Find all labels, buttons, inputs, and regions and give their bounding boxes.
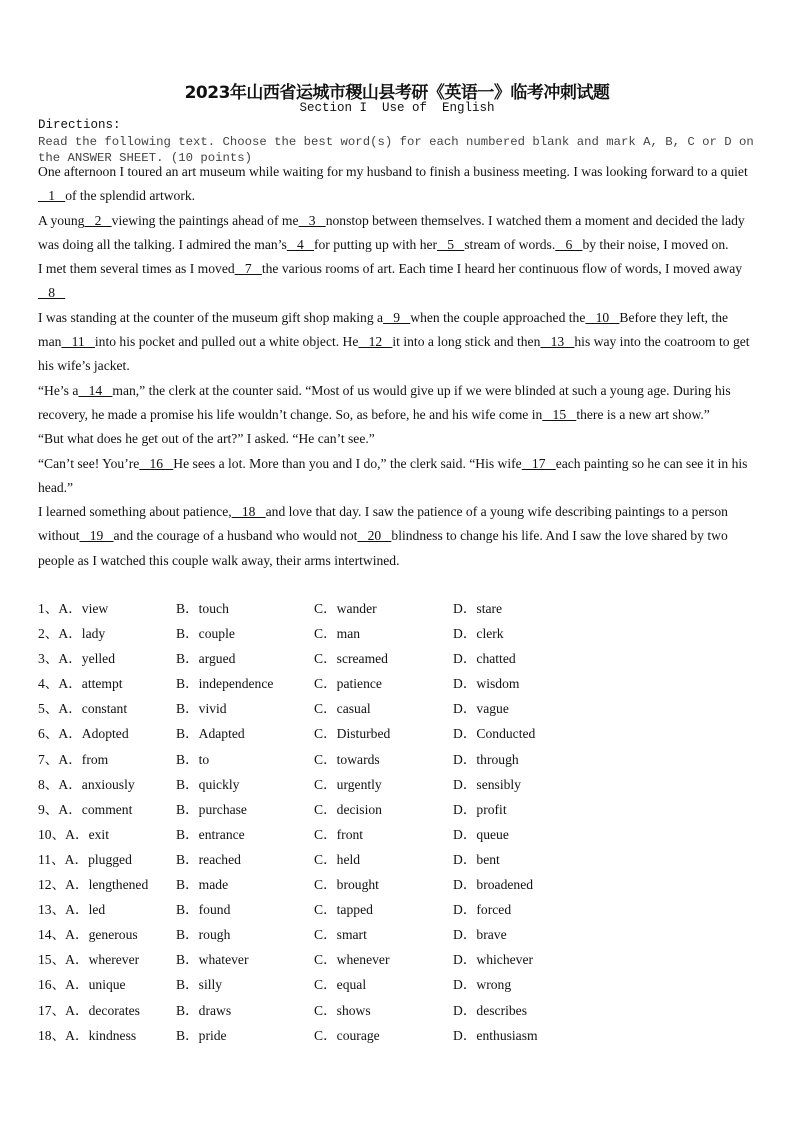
option-d: D．queue xyxy=(453,826,509,842)
option-b: B．rough xyxy=(176,927,231,943)
question-row xyxy=(38,897,758,922)
passage-text: “He’s a xyxy=(38,382,79,398)
option-c: C．urgently xyxy=(314,776,382,792)
question-row xyxy=(38,947,758,972)
option-c: C．courage xyxy=(314,1027,380,1043)
option-d: D．bent xyxy=(453,851,500,867)
paragraph xyxy=(38,209,754,258)
question-row xyxy=(38,621,758,646)
passage-text: each painting so he can see it in his head.” xyxy=(38,455,748,495)
directions-label: Directions: xyxy=(38,118,121,132)
passage-text: man,” the clerk at the counter said. “Most of us would give up if we were blinded at such a young age. During his recovery, he made a promise his life wouldn’t change. So, as before, he and his wife come in xyxy=(38,382,731,422)
option-c: C．towards xyxy=(314,751,380,767)
option-d: D．through xyxy=(453,751,519,767)
option-c: C．Disturbed xyxy=(314,726,391,742)
numbered-blank: 1 xyxy=(38,188,66,204)
option-c: C．screamed xyxy=(314,651,388,667)
option-b: B．draws xyxy=(176,1002,232,1018)
option-c: C．patience xyxy=(314,676,382,692)
option-c: C．wander xyxy=(314,601,377,616)
numbered-blank: 18 xyxy=(231,504,266,520)
option-a: 14、A．generous xyxy=(38,927,138,943)
passage-text: He sees a lot. More than you and I do,” the clerk said. “His wife xyxy=(173,455,522,471)
passage-text: Before they left, the man xyxy=(38,309,729,350)
numbered-blank: 7 xyxy=(234,261,262,277)
option-b: B．pride xyxy=(176,1027,227,1043)
option-b: B．entrance xyxy=(176,826,245,842)
option-a: 8、A．anxiously xyxy=(38,776,135,792)
question-row xyxy=(38,797,758,822)
passage-text: I learned something about patience, xyxy=(38,504,232,520)
directions-text: Read the following text. Choose the best word(s) for each numbered blank and mark A, B, C or D on the ANSWER SHEET. (10 points) xyxy=(38,135,754,165)
numbered-blank: 5 xyxy=(437,236,465,252)
numbered-blank: 16 xyxy=(139,455,174,471)
passage-text: I was standing at the counter of the museum gift shop making a xyxy=(38,309,384,325)
option-a: 11、A．plugged xyxy=(38,851,132,867)
option-d: D．chatted xyxy=(453,651,516,667)
option-d: D．vague xyxy=(453,701,509,717)
paragraph xyxy=(38,379,754,428)
passage-text: nonstop between themselves. I watched them a moment and decided the lady was doing all the talking. I admired the man’s xyxy=(38,212,745,252)
paragraph xyxy=(38,452,754,501)
passage-text: “Can’t see! You’re xyxy=(38,455,140,471)
option-a: 2、A．lady xyxy=(38,626,106,642)
option-a: 17、A．decorates xyxy=(38,1002,140,1018)
question-row xyxy=(38,696,758,721)
answer-options xyxy=(38,596,758,1048)
option-b: B．Adapted xyxy=(176,726,245,742)
option-d: D．brave xyxy=(453,927,507,943)
question-row xyxy=(38,646,758,671)
option-b: B．to xyxy=(176,751,210,767)
option-a: 5、A．constant xyxy=(38,701,128,717)
option-b: B．silly xyxy=(176,977,223,993)
option-c: C．tapped xyxy=(314,902,373,918)
option-b: B．touch xyxy=(176,601,229,616)
paragraph xyxy=(38,500,754,573)
passage-text: blindness to change his life. And I saw the love shared by two people as I watched this couple walk away, their arms intertwined. xyxy=(38,528,728,568)
passage-text: it into a long stick and then xyxy=(392,334,541,350)
numbered-blank: 11 xyxy=(61,334,95,350)
option-d: D．whichever xyxy=(453,952,534,968)
passage-text: I met them several times as I moved xyxy=(38,261,235,277)
numbered-blank: 20 xyxy=(357,528,392,544)
question-row xyxy=(38,872,758,897)
numbered-blank: 10 xyxy=(585,309,620,325)
paragraph xyxy=(38,306,754,379)
option-b: B．argued xyxy=(176,651,236,667)
option-c: C．shows xyxy=(314,1002,371,1018)
section-heading: Section I Use of English xyxy=(299,101,495,115)
passage xyxy=(38,160,754,573)
option-a: 18、A．kindness xyxy=(38,1027,137,1043)
passage-text: stream of words. xyxy=(464,236,556,252)
option-b: B．purchase xyxy=(176,801,247,817)
option-a: 4、A．attempt xyxy=(38,676,123,692)
option-a: 3、A．yelled xyxy=(38,651,116,667)
option-c: C．man xyxy=(314,626,361,642)
option-c: C．decision xyxy=(314,801,382,817)
passage-text: and the courage of a husband who would not xyxy=(113,528,358,544)
option-c: C．brought xyxy=(314,877,379,893)
option-a: 1、A．view xyxy=(38,601,109,616)
option-a: 9、A．comment xyxy=(38,801,133,817)
paragraph xyxy=(38,160,754,209)
option-b: B．found xyxy=(176,902,231,918)
option-c: C．front xyxy=(314,826,364,842)
passage-text: “But what does he get out of the art?” I asked. “He can’t see.” xyxy=(38,431,375,447)
option-d: D．forced xyxy=(453,902,512,918)
option-a: 15、A．wherever xyxy=(38,952,140,968)
option-d: D．describes xyxy=(453,1002,527,1018)
numbered-blank: 4 xyxy=(286,236,314,252)
option-a: 12、A．lengthened xyxy=(38,877,149,893)
question-row xyxy=(38,847,758,872)
numbered-blank: 2 xyxy=(84,212,112,228)
passage-text: of the splendid artwork. xyxy=(65,188,196,204)
passage-text: A young xyxy=(38,212,85,228)
option-d: D．sensibly xyxy=(453,776,521,792)
passage-text: his way into the coatroom to get his wife’s jacket. xyxy=(38,334,750,374)
option-c: C．smart xyxy=(314,927,367,943)
option-c: C．equal xyxy=(314,977,367,993)
option-a: 7、A．from xyxy=(38,751,109,767)
passage-text: there is a new art show.” xyxy=(576,406,710,422)
option-b: B．quickly xyxy=(176,776,240,792)
paragraph xyxy=(38,257,754,306)
question-row xyxy=(38,671,758,696)
page-title: 2023年山西省运城市稷山县考研《英语一》临考冲刺试题 xyxy=(184,83,610,103)
question-row xyxy=(38,747,758,772)
question-row xyxy=(38,922,758,947)
numbered-blank: 8 xyxy=(38,285,66,301)
numbered-blank: 14 xyxy=(78,382,113,398)
numbered-blank: 19 xyxy=(79,528,114,544)
option-d: D．wrong xyxy=(453,977,512,993)
passage-text: by their noise, I moved on. xyxy=(582,236,729,252)
numbered-blank: 17 xyxy=(521,455,556,471)
option-a: 16、A．unique xyxy=(38,977,126,993)
option-d: D．stare xyxy=(453,601,503,616)
numbered-blank: 15 xyxy=(542,406,577,422)
question-row xyxy=(38,772,758,797)
option-c: C．whenever xyxy=(314,952,390,968)
question-row xyxy=(38,972,758,997)
option-a: 10、A．exit xyxy=(38,826,109,842)
option-b: B．reached xyxy=(176,851,241,867)
passage-text: viewing the paintings ahead of me xyxy=(111,212,299,228)
option-b: B．whatever xyxy=(176,952,249,968)
option-d: D．broadened xyxy=(453,877,534,893)
passage-text: for putting up with her xyxy=(313,236,438,252)
passage-text: when the couple approached the xyxy=(410,309,586,325)
numbered-blank: 6 xyxy=(555,236,583,252)
numbered-blank: 3 xyxy=(298,212,326,228)
numbered-blank: 13 xyxy=(540,334,575,350)
question-row xyxy=(38,822,758,847)
numbered-blank: 12 xyxy=(358,334,393,350)
paragraph xyxy=(38,427,754,451)
option-b: B．couple xyxy=(176,626,235,642)
question-row xyxy=(38,721,758,746)
passage-text: One afternoon I toured an art museum while waiting for my husband to finish a business meeting. I was looking forward to a quiet xyxy=(38,164,748,179)
passage-text: into his pocket and pulled out a white object. He xyxy=(94,334,359,350)
option-d: D．clerk xyxy=(453,626,504,642)
option-d: D．wisdom xyxy=(453,676,520,692)
option-a: 6、A．Adopted xyxy=(38,726,129,742)
option-b: B．independence xyxy=(176,676,274,692)
question-row xyxy=(38,1023,758,1048)
option-c: C．casual xyxy=(314,701,371,717)
option-d: D．profit xyxy=(453,801,507,817)
numbered-blank: 9 xyxy=(383,309,411,325)
question-row xyxy=(38,998,758,1023)
question-row xyxy=(38,596,758,621)
passage-text: the various rooms of art. Each time I heard her continuous flow of words, I moved away xyxy=(261,261,743,277)
option-b: B．vivid xyxy=(176,701,227,717)
passage-text: and love that day. I saw the patience of a young wife describing paintings to a person without xyxy=(38,504,728,544)
option-c: C．held xyxy=(314,851,361,867)
option-d: D．Conducted xyxy=(453,726,536,742)
option-d: D．enthusiasm xyxy=(453,1027,538,1043)
option-a: 13、A．led xyxy=(38,902,106,918)
option-b: B．made xyxy=(176,877,229,893)
